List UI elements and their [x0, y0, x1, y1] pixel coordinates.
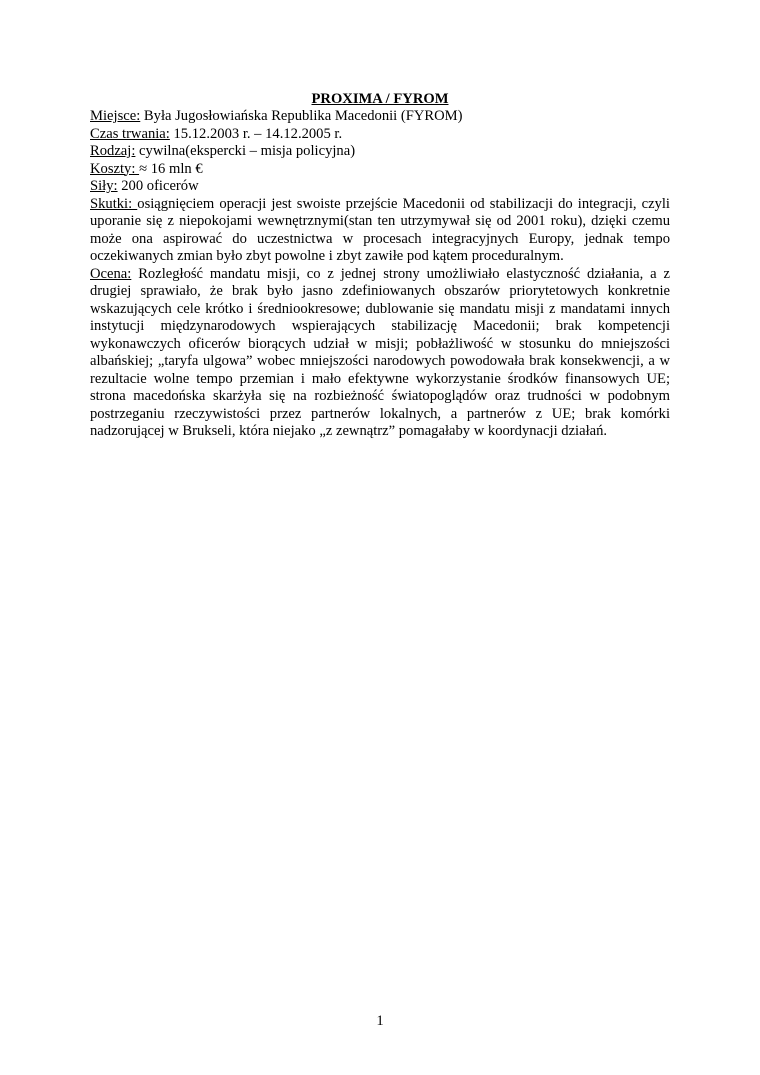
field-value: cywilna(ekspercki – misja policyjna) [135, 143, 356, 159]
field-label: Siły: [90, 178, 118, 194]
field-label: Czas trwania: [90, 125, 170, 142]
skutki-text: osiągnięciem operacji jest swoiste przejście Macedonii od stabilizacji do integracji, czyli uporanie się z niepokojami wewnętrznymi(stan ten utrzymywał się od 2001 roku), dzięki czemu może ona aspirować do uczestnictwa w procesach integracyjnych Europy, jednak tempo oczekiwanych zmian było zbyt powolne i zbyt zawiłe pod kątem proceduralnym. [90, 195, 670, 264]
ocena-paragraph [90, 266, 670, 441]
field-label: Rodzaj: [90, 143, 136, 159]
field-rodzaj [90, 143, 670, 161]
field-value: 15.12.2003 r. – 14.12.2005 r. [169, 125, 343, 142]
field-koszty [90, 161, 670, 179]
field-value: 200 oficerów [117, 178, 199, 194]
field-czas-trwania [90, 126, 670, 144]
field-label: Koszty: [90, 160, 140, 177]
field-sily [90, 178, 670, 196]
skutki-label: Skutki: [90, 195, 138, 212]
page-number: 1 [376, 1013, 384, 1029]
field-label: Miejsce: [90, 108, 141, 124]
ocena-text: Rozległość mandatu misji, co z jednej strony umożliwiało elastyczność działania, a z drugiej sprawiało, że brak było jasno zdefiniowanych obszarów priorytetowych konkretnie wskazujących cele krótko i średniookresowe; dublowanie się mandatu misji z mandatami innych instytucji międzynarodowych wspierających stabilizację Macedonii; brak kompetencji wykonawczych oficerów biorących udział w misji; pobłażliwość w stosunku do mniejszości albańskiej; „taryfa ulgowa” wobec mniejszości narodowych powodowała brak konsekwencji, a w rezultacie wolne tempo przemian i mało efektywne wykorzystanie środków finansowych UE; strona macedońska skarżyła się na rozbieżność światopoglądów oraz trudności w podobnym postrzeganiu rzeczywistości przez partnerów lokalnych, a partnerów z UE; brak komórki nadzorującej w Brukseli, która niejako „z zewnątrz” pomagałaby w koordynacji działań. [90, 265, 670, 439]
field-value: Była Jugosłowiańska Republika Macedonii (FYROM) [140, 108, 463, 124]
field-miejsce [90, 108, 670, 126]
ocena-label: Ocena: [90, 265, 132, 282]
skutki-paragraph [90, 196, 670, 266]
field-value: ≈ 16 mln € [139, 160, 203, 177]
document-title: PROXIMA / FYROM [311, 91, 449, 107]
document-body [90, 90, 670, 441]
